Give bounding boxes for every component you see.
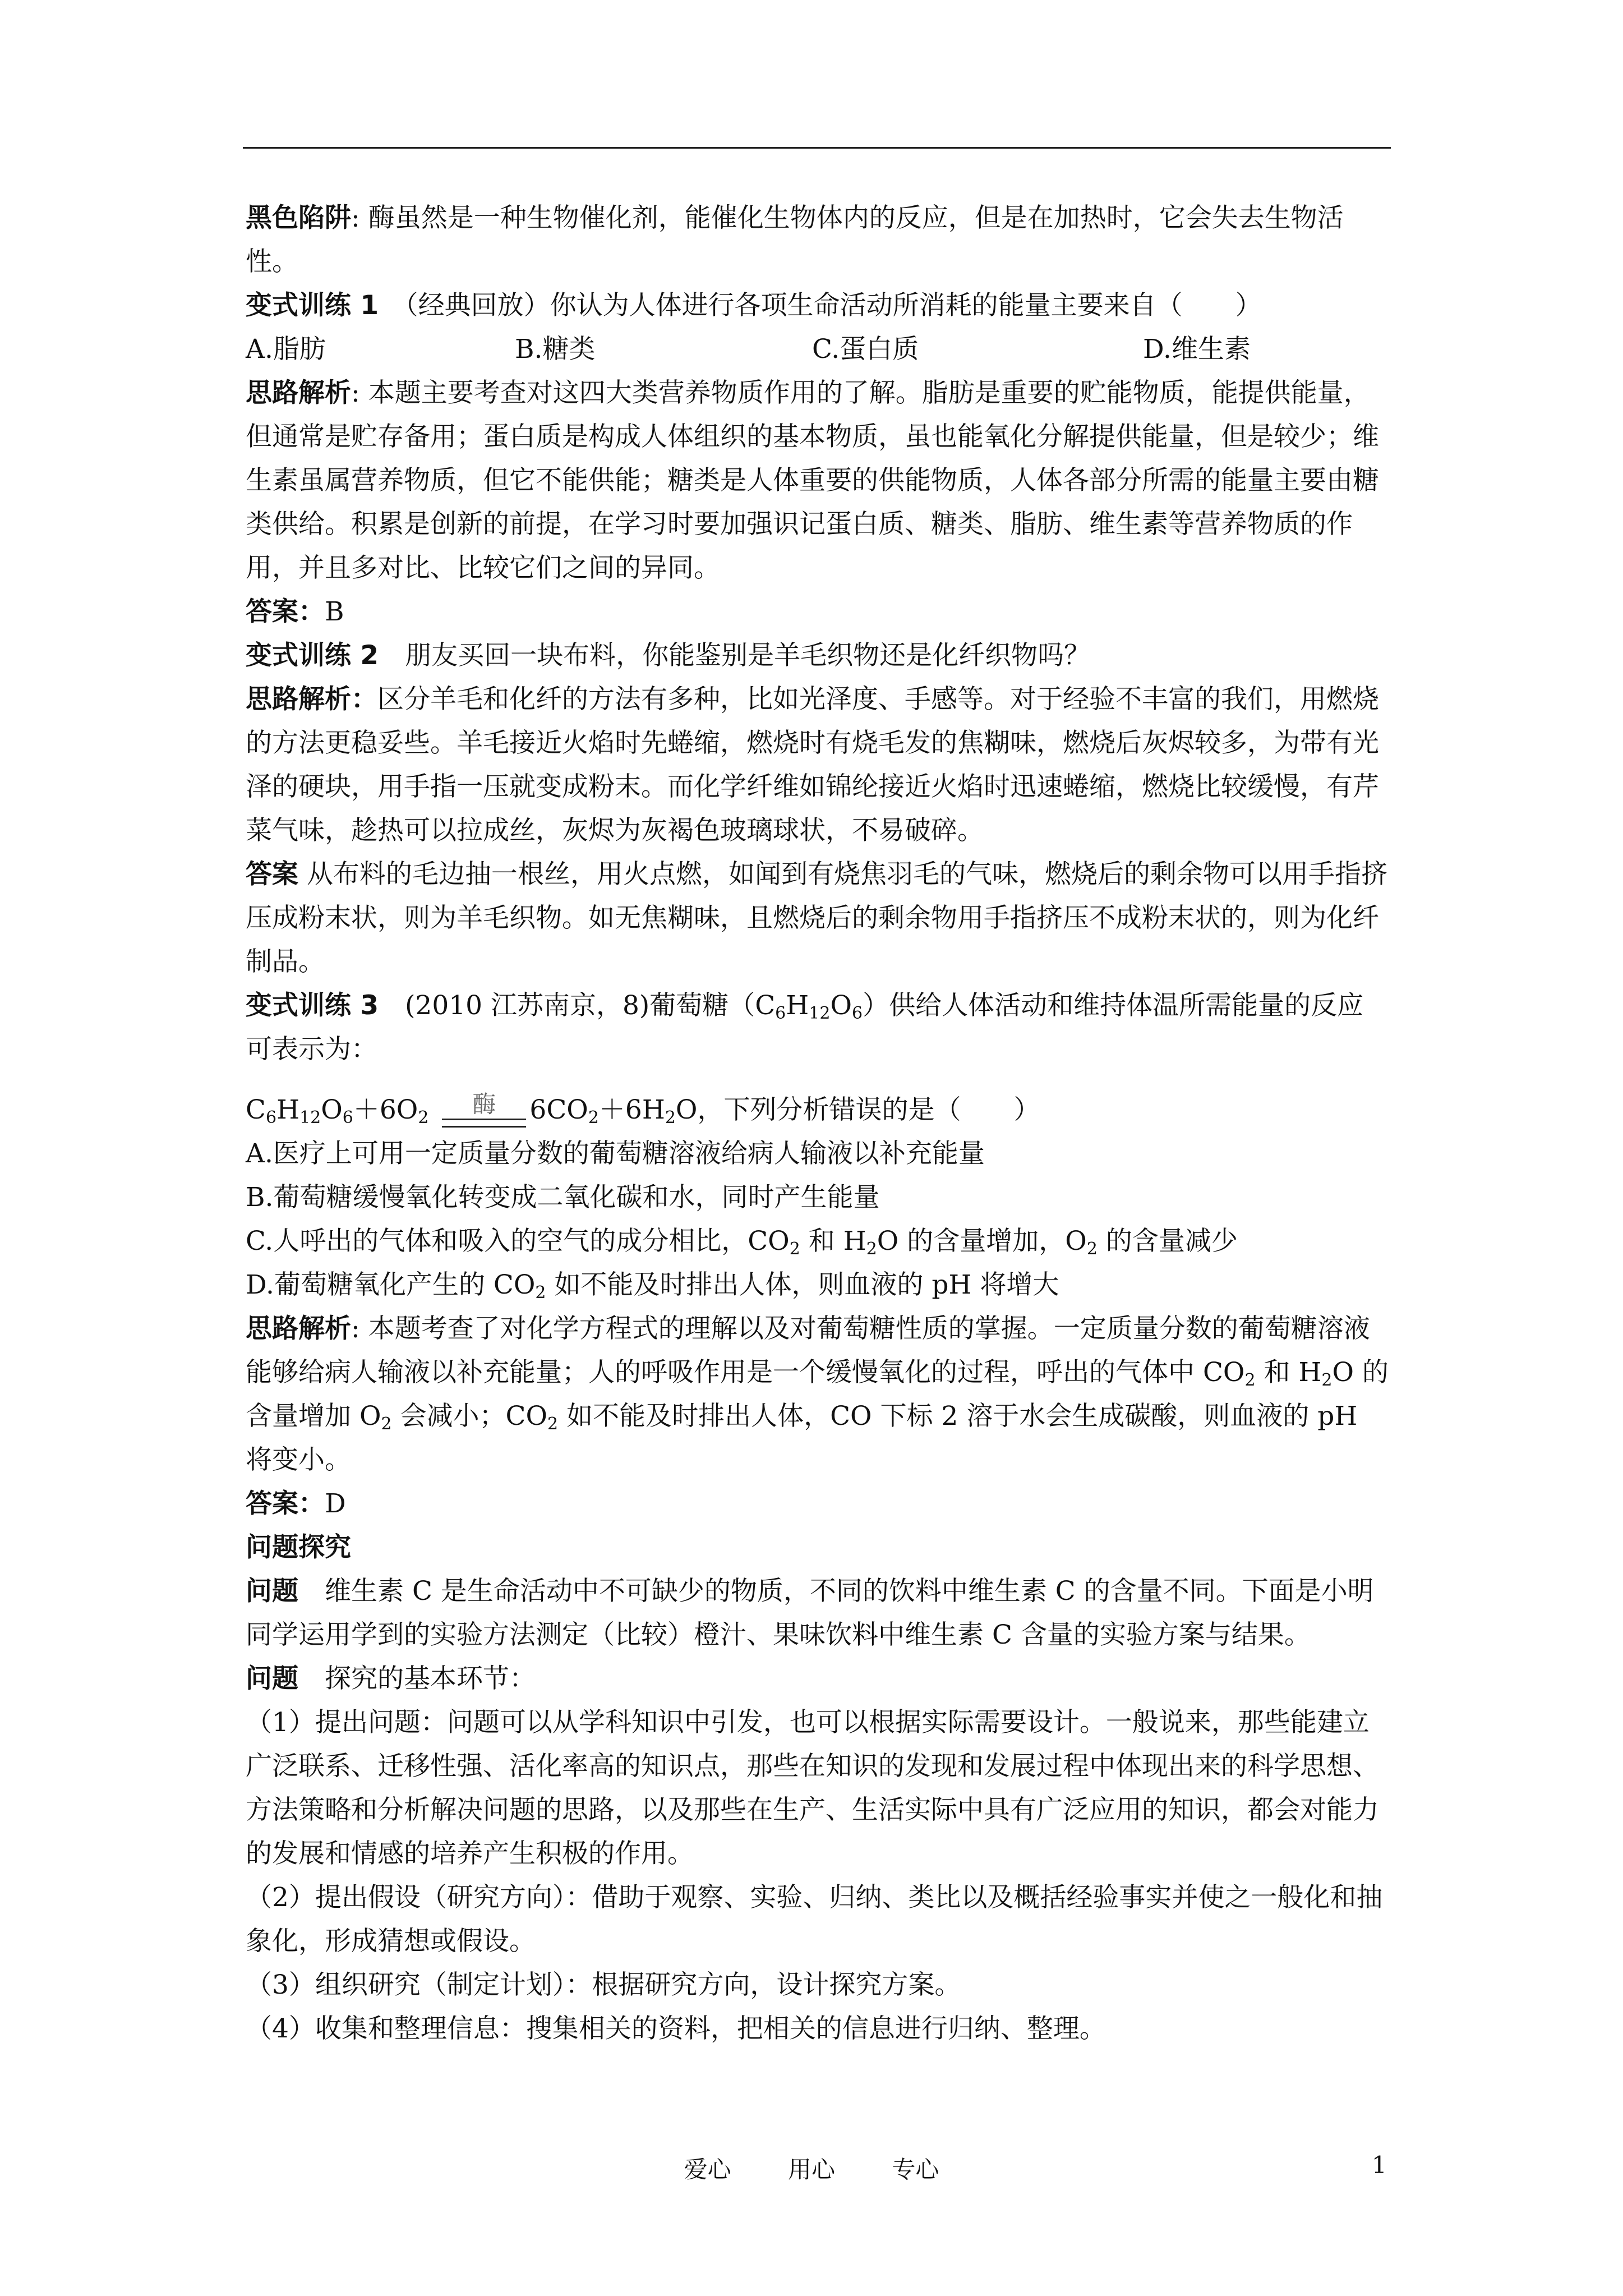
option-c: C.蛋白质 [812, 334, 919, 365]
equation-tail: ，下列分析错误的是（ ） [697, 1094, 1040, 1125]
answer-value: D [325, 1488, 346, 1519]
exercise-1-analysis: 思路解析: 本题主要考查对这四大类营养物质作用的了解。脂肪是重要的贮能物质，能提供能量，但通常是贮存备用；蛋白质是构成人体组织的基本物质，虽也能氧化分解提供能量，但是较少；维生素虽属营养物质，但它不能供能；糖类是人体重要的供能物质，人体各部分所需的能量主要由糖类供给。积累是创新的前提，在学习时要加强识记蛋白质、糖类、脂肪、维生素等营养物质的作用，并且多对比、比较它们之间的异同。 [246, 378, 1379, 583]
exercise-3-heading: 变式训练 3 [246, 990, 379, 1021]
analysis-heading: 思路解析： [246, 684, 377, 715]
answer-value: 从布料的毛边抽一根丝，用火点燃，如闻到有烧焦羽毛的气味，燃烧后的剩余物可以用手指挤压成粉末状，则为羊毛织物。如无焦糊味，且燃烧后的剩余物用手指挤压不成粉末状的，则为化纤制品。 [246, 859, 1387, 977]
analysis-text: O 的含量增加 O [246, 1357, 1389, 1432]
option-b: B.糖类 [515, 334, 596, 365]
option-c-text: C.人呼出的气体和吸入的空气的成分相比，CO [246, 1226, 790, 1257]
inquiry-question-1 [246, 1570, 1390, 1657]
inquiry-heading: 问题探究 [246, 1532, 351, 1563]
exercise-1-answer [246, 590, 1390, 634]
exercise-3-question: 变式训练 3 (2010 江苏南京，8)葡萄糖$(C_6H_{12}O_6)$供给人体活动和维持体温所需能量的反应可表示为： [246, 990, 1364, 1065]
exercise-2-heading: 变式训练 2 [246, 640, 379, 671]
exercise-1-heading: 变式训练 1 [246, 290, 379, 321]
equation-products: $6CO_2+6H_2O$ [529, 1094, 698, 1128]
analysis-text: 区分羊毛和化纤的方法有多种，比如光泽度、手感等。对于经验不丰富的我们，用燃烧的方法更稳妥些。羊毛接近火焰时先蜷缩，燃烧时有烧毛发的焦糊味，燃烧后灰烬较多，为带有光泽的硬块，用手指一压就变成粉末。而化学纤维如锦纶接近火焰时迅速蜷缩，燃烧比较缓慢，有芹菜气味，趁热可以拉成丝，灰烬为灰褐色玻璃球状，不易破碎。 [246, 684, 1379, 846]
equation-reactants: $C_6H_{12}O_6+6O_2$ [246, 1094, 429, 1128]
exercise-1-options [246, 328, 1390, 371]
analysis-text: 和 H [1264, 1357, 1322, 1388]
exercise-2-text: 朋友买回一块布料，你能鉴别是羊毛织物还是化纤织物吗？ [405, 640, 1091, 671]
exercise-3-option-b: B.葡萄糖缓慢氧化转变成二氧化碳和水，同时产生能量 [246, 1182, 880, 1213]
analysis-text: 本题考查了对化学方程式的理解以及对葡萄糖性质的掌握。一定质量分数的葡萄糖溶液能够给病人输液以补充能量；人的呼吸作用是一个缓慢氧化的过程，呼出的气体中 CO [246, 1313, 1370, 1388]
inquiry-question-2 [246, 1657, 1390, 1701]
answer-heading: 答案： [246, 1488, 325, 1519]
exercise-3-option-c: C.人呼出的气体和吸入的空气的成分相比，$CO_2$ 和 $H_2O$ 的含量增加，$O_2$ 的含量减少 [246, 1226, 1238, 1259]
question-text: 探究的基本环节： [325, 1663, 536, 1694]
footer-item: 专心 [892, 2156, 939, 2183]
option-d-text: D.葡萄糖氧化产生的 CO [246, 1269, 536, 1300]
intro-text: (2010 江苏南京，8)葡萄糖（C [405, 990, 776, 1021]
option-a: A.脂肪 [246, 334, 326, 365]
intro-text-cont: ）供给人体活动和维持体温所需能量的反应可表示为： [246, 990, 1364, 1065]
catalyst-label: 酶 [472, 1091, 496, 1118]
double-line-icon [442, 1119, 526, 1128]
analysis-heading: 思路解析 [246, 378, 351, 408]
option-c-text: 和 H [808, 1226, 866, 1257]
inquiry-step-3: （3）组织研究（制定计划）：根据研究方向，设计探究方案。 [246, 1970, 961, 2000]
answer-heading: 答案： [246, 596, 325, 627]
option-d: D.维生素 [1143, 334, 1251, 365]
trap-text: 酶虽然是一种生物催化剂，能催化生物体内的反应，但是在加热时，它会失去生物活性。 [246, 203, 1344, 277]
option-c-text: O 的含量增加，O [877, 1226, 1087, 1257]
exercise-1-question [246, 284, 1390, 328]
trap-heading: 黑色陷阱 [246, 203, 351, 233]
exercise-2-question [246, 634, 1390, 678]
exercise-3-option-d: D.葡萄糖氧化产生的 $CO_2$ 如不能及时排出人体，则血液的 pH 将增大 [246, 1269, 1059, 1303]
exercise-3-option-a: A.医疗上可用一定质量分数的葡萄糖溶液给病人输液以补充能量 [246, 1138, 985, 1169]
exercise-2-answer [246, 853, 1390, 984]
option-d-text: 如不能及时排出人体，则血液的 pH 将增大 [554, 1269, 1059, 1300]
analysis-heading: 思路解析 [246, 1313, 351, 1344]
analysis-text: 如不能及时排出人体，CO 下标 2 溶于水会生成碳酸，则血液的 pH 将变小。 [246, 1401, 1358, 1475]
inquiry-step-2: （2）提出假设（研究方向）：借助于观察、实验、归纳、类比以及概括经验事实并使之一般化和抽象化，形成猜想或假设。 [246, 1882, 1383, 1957]
inquiry-step-1: （1）提出问题：问题可以从学科知识中引发，也可以根据实际需要设计。一般说来，那些能建立广泛联系、迁移性强、活化率高的知识点，那些在知识的发现和发展过程中体现出来的科学思想、方法策略和分析解决问题的思路，以及那些在生产、生活实际中具有广泛应用的知识，都会对能力的发展和情感的培养产生积极的作用。 [246, 1707, 1379, 1869]
exercise-2-analysis [246, 678, 1390, 853]
page-number: 1 [1372, 2151, 1387, 2179]
exercise-1-text: （经典回放）你认为人体进行各项生命活动所消耗的能量主要来自（ ） [405, 290, 1262, 321]
exercise-3-analysis: 思路解析: 本题考查了对化学方程式的理解以及对葡萄糖性质的掌握。一定质量分数的葡萄糖溶液能够给病人输液以补充能量；人的呼吸作用是一个缓慢氧化的过程，呼出的气体中 $CO_2$ 和 $H_2O$ 的含量增加 $O_2$ 会减小；$CO_2$ 如不能及时排出人体，CO 下标 2 溶于水会生成碳酸，则血液的 pH 将变小。 [246, 1313, 1389, 1475]
question-heading: 问题 [246, 1576, 298, 1607]
header-rule [243, 147, 1391, 149]
analysis-text: 本题主要考查对这四大类营养物质作用的了解。脂肪是重要的贮能物质，能提供能量，但通常是贮存备用；蛋白质是构成人体组织的基本物质，虽也能氧化分解提供能量，但是较少；维生素虽属营养物质，但它不能供能；糖类是人体重要的供能物质，人体各部分所需的能量主要由糖类供给。积累是创新的前提，在学习时要加强识记蛋白质、糖类、脂肪、维生素等营养物质的作用，并且多对比、比较它们之间的异同。 [246, 378, 1379, 583]
inquiry-step-4: （4）收集和整理信息：搜集相关的资料，把相关的信息进行归纳、整理。 [246, 2013, 1106, 2044]
question-heading: 问题 [246, 1663, 298, 1694]
answer-heading: 答案 [246, 859, 298, 890]
chemical-equation [246, 1088, 1390, 1132]
reaction-arrow [442, 1091, 526, 1128]
trap-paragraph: 黑色陷阱: 酶虽然是一种生物催化剂，能催化生物体内的反应，但是在加热时，它会失去生物活性。 [246, 203, 1344, 277]
option-c-text: 的含量减少 [1105, 1226, 1238, 1257]
footer-item: 用心 [787, 2156, 835, 2183]
document-body [246, 196, 1390, 2051]
question-text: 维生素 C 是生命活动中不可缺少的物质，不同的饮料中维生素 C 的含量不同。下面是小明同学运用学到的实验方法测定（比较）橙汁、果味饮料中维生素 C 含量的实验方案与结果。 [246, 1576, 1374, 1650]
footer-item: 爱心 [684, 2156, 731, 2183]
answer-value: B [325, 596, 344, 627]
analysis-text: 会减小；CO [400, 1401, 548, 1432]
exercise-3-answer [246, 1482, 1390, 1526]
